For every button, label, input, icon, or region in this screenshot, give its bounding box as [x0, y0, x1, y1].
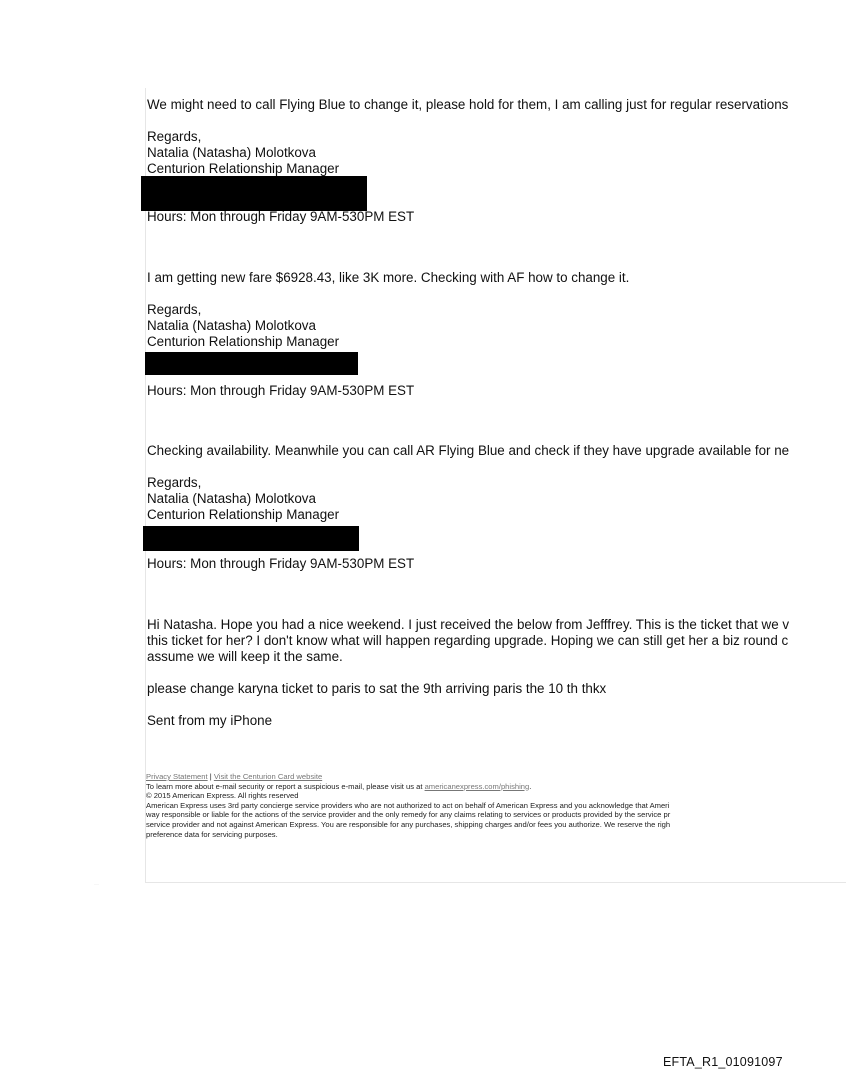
sent-from-line: Sent from my iPhone: [147, 713, 273, 728]
redaction-block: [145, 352, 358, 375]
signature-regards: Regards,: [147, 129, 202, 144]
phishing-link[interactable]: americanexpress.com/phishing: [424, 781, 530, 791]
copyright-line: © 2015 American Express. All rights reserved: [146, 791, 299, 801]
document-id: EFTA_R1_01091097: [663, 1055, 783, 1069]
disclaimer-line: service provider and not against American Express. You are responsible for any purchases, shipping charges and/or fees you authorize. We reserve the righ: [146, 819, 671, 829]
signature-title: Centurion Relationship Manager: [147, 334, 340, 349]
redaction-block: [143, 526, 359, 551]
message-line: Hi Natasha. Hope you had a nice weekend. I just received the below from Jefffrey. This is the ticket that we v: [147, 617, 790, 632]
disclaimer-line: way responsible or liable for the actions of the service provider and the only remedy for any claims relating to services or products provided by the service pr: [146, 810, 671, 820]
message-body: I am getting new fare $6928.43, like 3K more. Checking with AF how to change it.: [147, 270, 630, 285]
signature-regards: Regards,: [147, 475, 202, 490]
disclaimer-line: preference data for servicing purposes.: [146, 829, 278, 839]
signature-hours: Hours: Mon through Friday 9AM-530PM EST: [147, 383, 415, 398]
signature-name: Natalia (Natasha) Molotkova: [147, 491, 316, 506]
privacy-statement-link[interactable]: Privacy Statement: [146, 772, 208, 781]
signature-title: Centurion Relationship Manager: [147, 161, 340, 176]
message-line: this ticket for her? I don't know what will happen regarding upgrade. Hoping we can still get her a biz round c: [147, 633, 789, 648]
centurion-website-link[interactable]: Visit the Centurion Card website: [213, 772, 323, 781]
disclaimer-line: American Express uses 3rd party concierge service providers who are not authorized to act on behalf of American Express and you acknowledge that Ameri: [146, 800, 670, 810]
signature-regards: Regards,: [147, 302, 202, 317]
message-line: assume we will keep it the same.: [147, 649, 343, 664]
quoted-message: please change karyna ticket to paris to sat the 9th arriving paris the 10 th thkx: [147, 681, 607, 696]
footer-links-row: [146, 772, 846, 782]
footer-separator: |: [207, 772, 214, 781]
signature-hours: Hours: Mon through Friday 9AM-530PM EST: [147, 209, 415, 224]
signature-hours: Hours: Mon through Friday 9AM-530PM EST: [147, 556, 415, 571]
signature-name: Natalia (Natasha) Molotkova: [147, 318, 316, 333]
message-body: We might need to call Flying Blue to change it, please hold for them, I am calling just for regular reservations: [147, 97, 789, 112]
message-body: Checking availability. Meanwhile you can call AR Flying Blue and check if they have upgrade available for ne: [147, 443, 790, 458]
redaction-block: [141, 176, 367, 211]
tiny-mark: ·····: [94, 882, 99, 886]
email-footer: [146, 772, 846, 839]
security-notice: To learn more about e-mail security or report a suspicious e-mail, please visit us at americanexpress.com/phishing.: [146, 781, 532, 791]
signature-name: Natalia (Natasha) Molotkova: [147, 145, 316, 160]
signature-title: Centurion Relationship Manager: [147, 507, 340, 522]
